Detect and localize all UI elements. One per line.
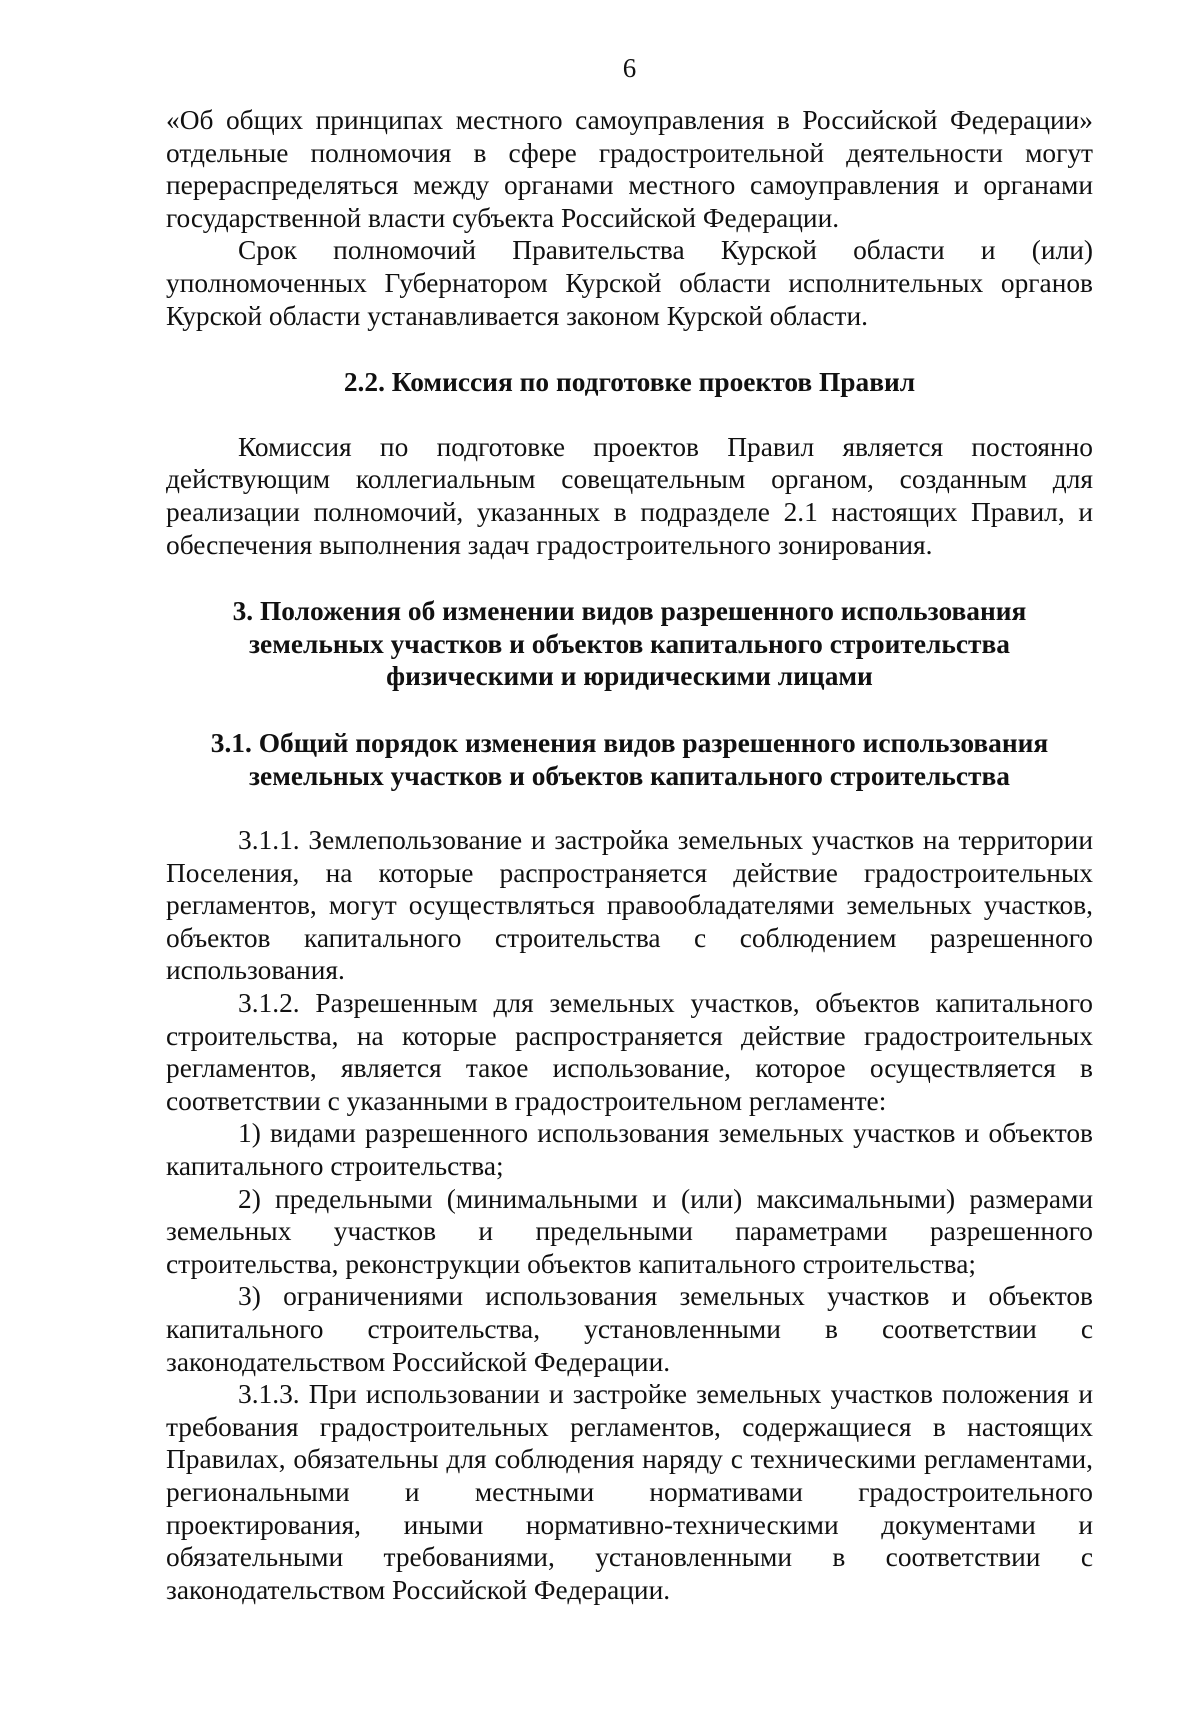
section-2-2-heading: 2.2. Комиссия по подготовке проектов Правил (343, 367, 916, 398)
clause-3-1-2: 3.1.2. Разрешенным для земельных участков, объектов капитального строительства, на которые распространяется действие градостроительных регламентов, является такое использование, которое осуществляется в соответствии с указанными в градостроительном регламенте: (166, 988, 1093, 1116)
section-3-heading-line: 3. Положения об изменении видов разрешенного использования (232, 596, 1027, 627)
section-3-1-heading-line: 3.1. Общий порядок изменения видов разрешенного использования (210, 727, 1049, 758)
section-2-2-text: Комиссия по подготовке проектов Правил является постоянно действующим коллегиальным совещательным органом, созданным для реализации полномочий, указанных в подразделе 2.1 настоящих Правил, и обеспечения выполнения задач градостроительного зонирования. (166, 431, 1093, 560)
section-3-heading-line: земельных участков и объектов капитального строительства (249, 628, 1010, 659)
section-3-1-heading-line: земельных участков и объектов капитального строительства (249, 760, 1010, 791)
paragraph-continuation: «Об общих принципах местного самоуправления в Российской Федерации» отдельные полномочия в сфере градостроительной деятельности могут перераспределяться между органами местного самоуправления и органами государственной власти субъекта Российской Федерации. (166, 105, 1093, 233)
section-3-heading (166, 595, 1093, 693)
section-3-heading-line: физическими и юридическими лицами (386, 661, 873, 692)
paragraph-term: Срок полномочий Правительства Курской области и (или) уполномоченных Губернатором Курской области исполнительных органов Курской области устанавливается законом Курской области. (166, 235, 1093, 331)
page-number: 6 (622, 53, 637, 83)
clause-3-1-1: 3.1.1. Землепользование и застройка земельных участков на территории Поселения, на которые распространяется действие градостроительных регламентов, могут осуществляться правообладателями земельных участков, объектов капитального строительства с соблюдением разрешенного использования. (166, 825, 1093, 986)
clause-3-1-3: 3.1.3. При использовании и застройке земельных участков положения и требования градостроительных регламентов, содержащиеся в настоящих Правилах, обязательны для соблюдения наряду с техническими регламентами, региональными и местными нормативами градостроительного проектирования, иными нормативно-техническими документами и обязательными требованиями, установленными в соответствии с законодательством Российской Федерации. (166, 1379, 1093, 1605)
list-item-2: 2) предельными (минимальными и (или) максимальными) размерами земельных участков и предельными параметрами разрешенного строительства, реконструкции объектов капитального строительства; (166, 1183, 1093, 1279)
section-3-1-heading (166, 727, 1093, 792)
list-item-1: 1) видами разрешенного использования земельных участков и объектов капитального строительства; (166, 1118, 1093, 1182)
list-item-3: 3) ограничениями использования земельных участков и объектов капитального строительства, установленными в соответствии с законодательством Российской Федерации. (166, 1281, 1093, 1377)
